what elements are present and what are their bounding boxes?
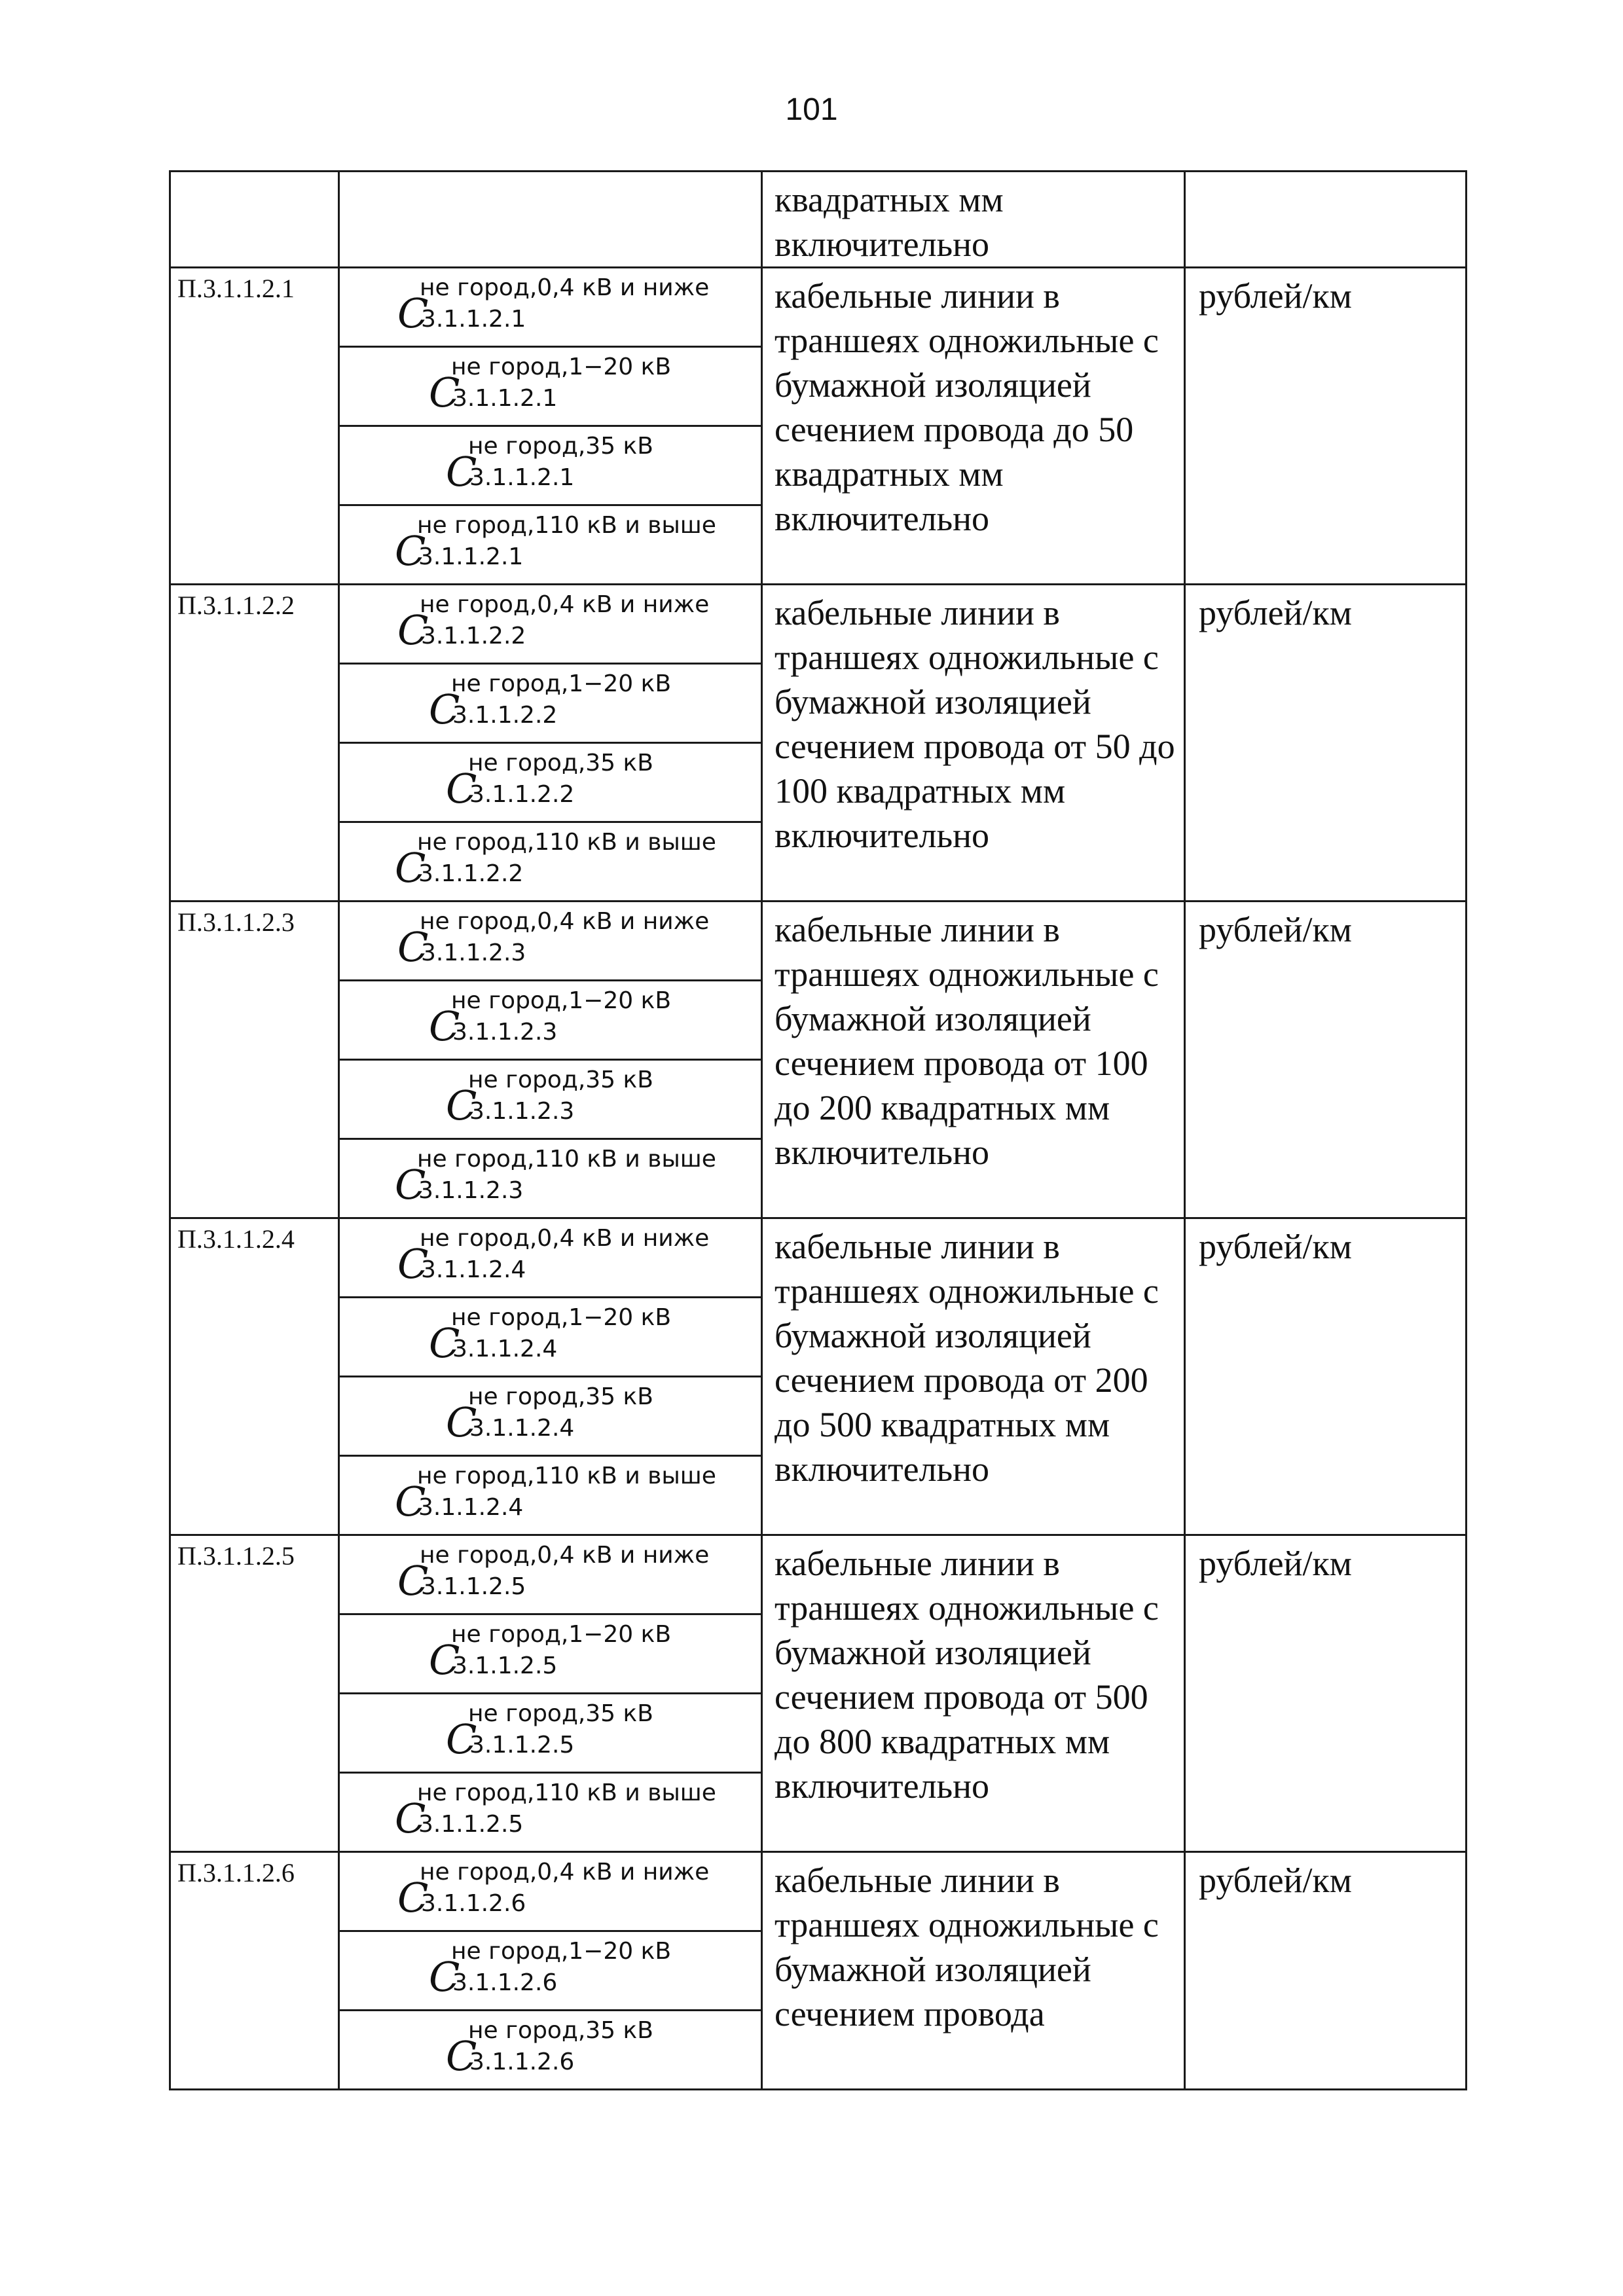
description-cell: кабельные линии в траншеях одножильные с бумажной изоляцией сечением провода	[762, 1852, 1185, 2090]
unit-cell: рублей/км	[1185, 1535, 1467, 1852]
formula-superscript: не город,35 кВ	[468, 1383, 653, 1410]
table-row	[170, 1535, 1467, 1614]
formula-superscript: не город,0,4 кВ и ниже	[420, 1225, 710, 1252]
formula-symbol: C	[429, 1319, 460, 1367]
formula-cell	[339, 1694, 762, 1773]
formula-cell	[339, 902, 762, 981]
formula-symbol: C	[429, 1953, 460, 2001]
formula-cell	[339, 981, 762, 1060]
formula-superscript: не город,1−20 кВ	[451, 1938, 672, 1965]
formula-superscript: не город,110 кВ и выше	[417, 1146, 716, 1173]
code-cell: П.3.1.1.2.4	[170, 1218, 339, 1535]
unit-cell: рублей/км	[1185, 1218, 1467, 1535]
formula-subscript: 3.1.1.2.4	[452, 1336, 558, 1362]
formula-cell	[339, 1773, 762, 1852]
unit-cell: рублей/км	[1185, 585, 1467, 902]
continuation-row	[170, 172, 1467, 268]
formula-symbol: C	[446, 1398, 477, 1446]
table-row	[170, 268, 1467, 347]
formula-subscript: 3.1.1.2.6	[452, 1969, 558, 1996]
formula-cell	[339, 426, 762, 505]
formula-superscript: не город,110 кВ и выше	[417, 1779, 716, 1806]
formula-symbol: C	[429, 1002, 460, 1050]
formula-cell	[339, 172, 762, 268]
code-cell: П.3.1.1.2.1	[170, 268, 339, 585]
formula-symbol: C	[395, 1795, 426, 1842]
formula-subscript: 3.1.1.2.3	[452, 1019, 558, 1046]
formula-cell	[339, 1298, 762, 1377]
formula-subscript: 3.1.1.2.5	[469, 1732, 575, 1758]
formula-subscript: 3.1.1.2.2	[421, 623, 526, 649]
formula-subscript: 3.1.1.2.1	[452, 385, 558, 412]
formula-subscript: 3.1.1.2.6	[421, 1890, 526, 1917]
description-cell: кабельные линии в траншеях одножильные с бумажной изоляцией сечением провода от 50 до 100 квадратных мм включительно	[762, 585, 1185, 902]
formula-subscript: 3.1.1.2.5	[418, 1811, 524, 1838]
formula-cell	[339, 1852, 762, 1931]
formula-symbol: C	[395, 1161, 426, 1209]
formula-subscript: 3.1.1.2.3	[469, 1098, 575, 1125]
formula-cell	[339, 505, 762, 585]
code-cell: П.3.1.1.2.5	[170, 1535, 339, 1852]
formula-superscript: не город,0,4 кВ и ниже	[420, 1859, 710, 1886]
formula-subscript: 3.1.1.2.2	[452, 702, 558, 729]
description-cell: квадратных мм включительно	[762, 172, 1185, 268]
formula-superscript: не город,0,4 кВ и ниже	[420, 1542, 710, 1569]
formula-cell	[339, 822, 762, 902]
formula-superscript: не город,35 кВ	[468, 1066, 653, 1093]
formula-symbol: C	[397, 1557, 429, 1605]
code-cell: П.3.1.1.2.2	[170, 585, 339, 902]
formula-subscript: 3.1.1.2.6	[469, 2049, 575, 2075]
formula-symbol: C	[429, 1636, 460, 1684]
formula-superscript: не город,1−20 кВ	[451, 354, 672, 380]
formula-symbol: C	[429, 369, 460, 416]
formula-subscript: 3.1.1.2.1	[421, 306, 526, 333]
description-cell: кабельные линии в траншеях одножильные с бумажной изоляцией сечением провода до 50 квадратных мм включительно	[762, 268, 1185, 585]
formula-subscript: 3.1.1.2.4	[418, 1494, 524, 1521]
formula-symbol: C	[429, 685, 460, 733]
formula-cell	[339, 1218, 762, 1298]
formula-superscript: не город,110 кВ и выше	[417, 1463, 716, 1489]
formula-cell	[339, 1060, 762, 1139]
formula-symbol: C	[397, 289, 429, 337]
unit-cell: рублей/км	[1185, 268, 1467, 585]
formula-symbol: C	[446, 1082, 477, 1129]
formula-symbol: C	[395, 844, 426, 892]
formula-subscript: 3.1.1.2.3	[421, 939, 526, 966]
formula-superscript: не город,35 кВ	[468, 750, 653, 776]
formula-subscript: 3.1.1.2.4	[469, 1415, 575, 1442]
formula-cell	[339, 664, 762, 743]
formula-superscript: не город,1−20 кВ	[451, 670, 672, 697]
table-row	[170, 902, 1467, 981]
formula-cell	[339, 268, 762, 347]
formula-cell	[339, 1139, 762, 1218]
formula-superscript: не город,35 кВ	[468, 2017, 653, 2044]
formula-symbol: C	[397, 606, 429, 654]
formula-cell	[339, 585, 762, 664]
formula-cell	[339, 1456, 762, 1535]
formula-subscript: 3.1.1.2.2	[418, 860, 524, 887]
formula-subscript: 3.1.1.2.1	[469, 464, 575, 491]
formula-superscript: не город,110 кВ и выше	[417, 512, 716, 539]
unit-cell	[1185, 172, 1467, 268]
formula-superscript: не город,35 кВ	[468, 1700, 653, 1727]
formula-symbol: C	[397, 1874, 429, 1922]
formula-symbol: C	[397, 923, 429, 971]
table-body	[170, 172, 1467, 2090]
formula-superscript: не город,1−20 кВ	[451, 987, 672, 1014]
tariff-table	[169, 170, 1467, 2090]
formula-superscript: не город,35 кВ	[468, 433, 653, 460]
formula-symbol: C	[395, 527, 426, 575]
description-cell: кабельные линии в траншеях одножильные с бумажной изоляцией сечением провода от 200 до 500 квадратных мм включительно	[762, 1218, 1185, 1535]
table-row	[170, 1218, 1467, 1298]
description-cell: кабельные линии в траншеях одножильные с бумажной изоляцией сечением провода от 100 до 200 квадратных мм включительно	[762, 902, 1185, 1218]
formula-superscript: не город,1−20 кВ	[451, 1621, 672, 1648]
formula-symbol: C	[446, 2032, 477, 2080]
formula-subscript: 3.1.1.2.2	[469, 781, 575, 808]
formula-superscript: не город,0,4 кВ и ниже	[420, 274, 710, 301]
table-row	[170, 585, 1467, 664]
code-cell: П.3.1.1.2.6	[170, 1852, 339, 2090]
formula-cell	[339, 2011, 762, 2090]
formula-cell	[339, 347, 762, 426]
formula-cell	[339, 743, 762, 822]
formula-subscript: 3.1.1.2.1	[418, 543, 524, 570]
formula-symbol: C	[446, 1715, 477, 1763]
formula-superscript: не город,0,4 кВ и ниже	[420, 591, 710, 618]
formula-cell	[339, 1377, 762, 1456]
formula-cell	[339, 1931, 762, 2011]
code-cell	[170, 172, 339, 268]
formula-subscript: 3.1.1.2.3	[418, 1177, 524, 1204]
unit-cell: рублей/км	[1185, 902, 1467, 1218]
formula-superscript: не город,0,4 кВ и ниже	[420, 908, 710, 935]
table-row	[170, 1852, 1467, 1931]
formula-subscript: 3.1.1.2.4	[421, 1256, 526, 1283]
formula-subscript: 3.1.1.2.5	[421, 1573, 526, 1600]
formula-cell	[339, 1614, 762, 1694]
formula-symbol: C	[395, 1478, 426, 1525]
unit-cell: рублей/км	[1185, 1852, 1467, 2090]
code-cell: П.3.1.1.2.3	[170, 902, 339, 1218]
formula-symbol: C	[446, 448, 477, 496]
page-number: 101	[785, 92, 838, 127]
formula-symbol: C	[397, 1240, 429, 1288]
formula-superscript: не город,110 кВ и выше	[417, 829, 716, 856]
formula-cell	[339, 1535, 762, 1614]
formula-subscript: 3.1.1.2.5	[452, 1652, 558, 1679]
formula-superscript: не город,1−20 кВ	[451, 1304, 672, 1331]
formula-symbol: C	[446, 765, 477, 812]
description-cell: кабельные линии в траншеях одножильные с бумажной изоляцией сечением провода от 500 до 800 квадратных мм включительно	[762, 1535, 1185, 1852]
